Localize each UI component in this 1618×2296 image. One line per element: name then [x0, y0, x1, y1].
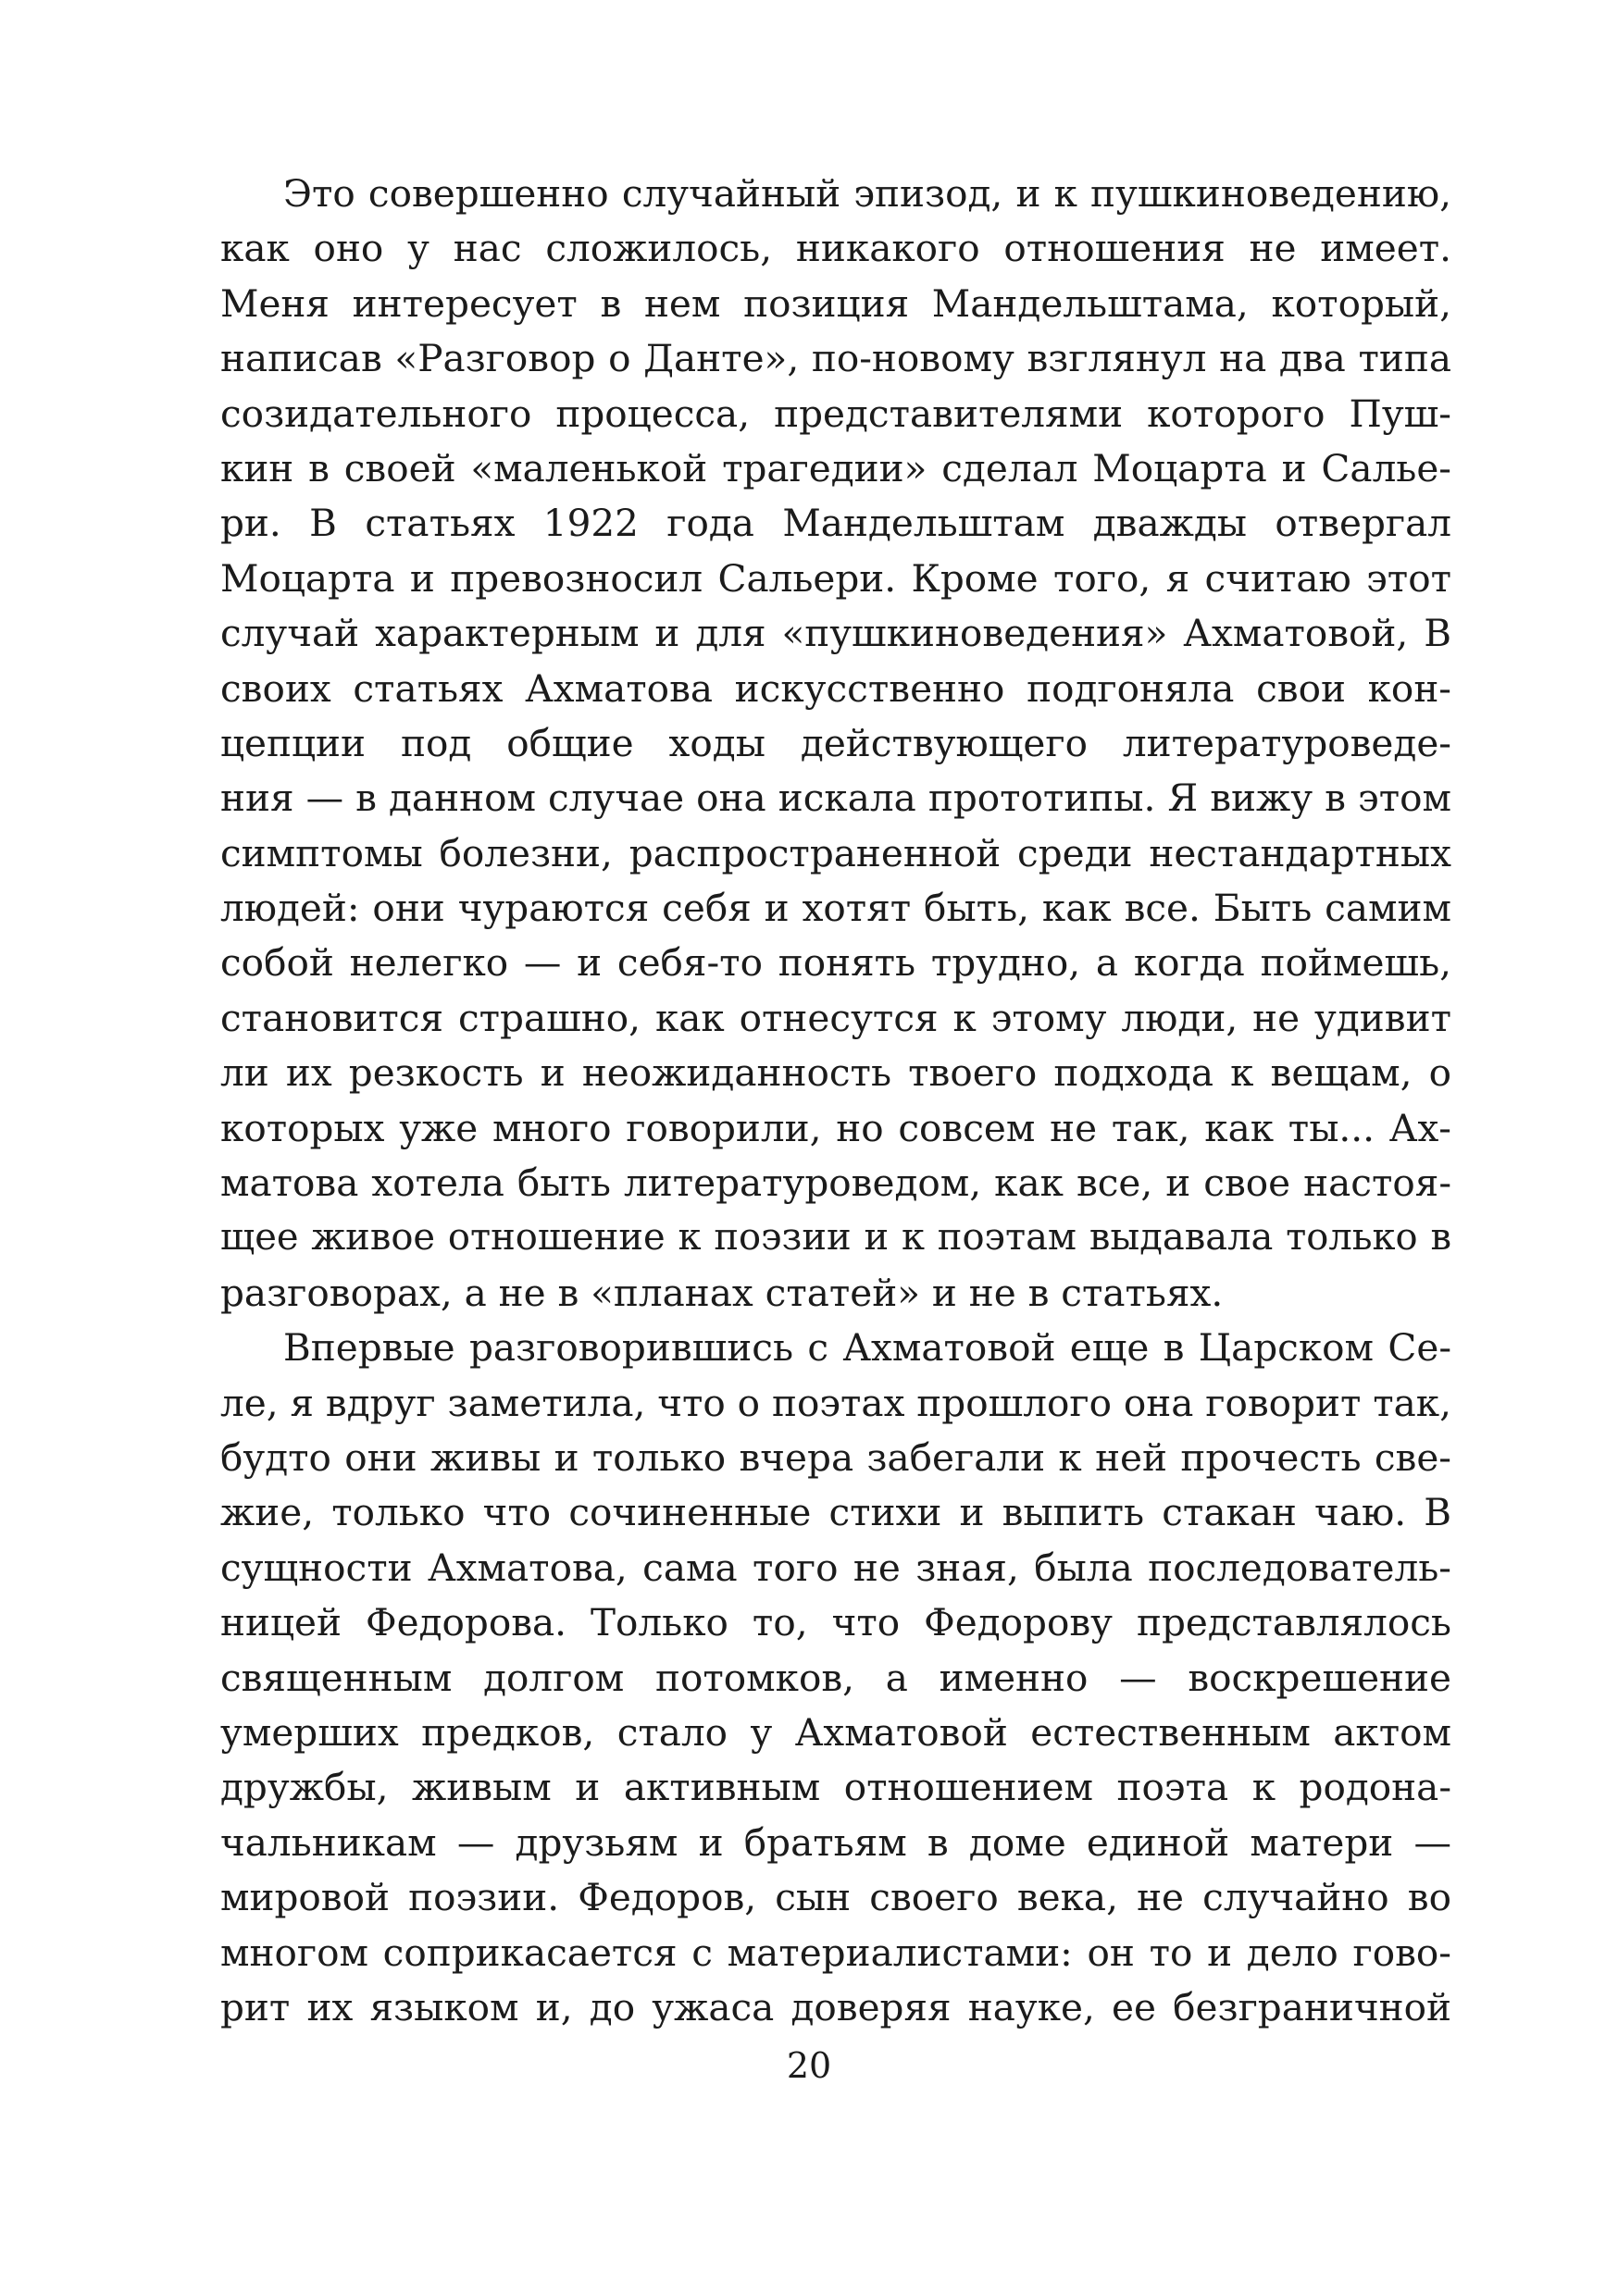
text-line: щее живое отношение к поэзии и к поэтам выдавала только в	[220, 1216, 1451, 1260]
text-line: случай характерным и для «пушкиноведения» Ахматовой, В	[220, 611, 1451, 656]
text-line: людей: они чураются себя и хотят быть, как все. Быть самим	[220, 886, 1451, 931]
text-line: собой нелегко — и себя-то понять трудно, а когда поймешь,	[220, 940, 1451, 986]
text-line: будто они живы и только вчера забегали к ней прочесть све-	[220, 1434, 1451, 1480]
text-line: кин в своей «маленькой трагедии» сделал Моцарта и Салье-	[220, 445, 1451, 490]
text-line: Моцарта и превозносил Сальери. Кроме того, я считаю этот	[220, 555, 1451, 601]
text-line: сущности Ахматова, сама того не зная, была последователь-	[220, 1545, 1451, 1590]
text-line: священным долгом потомков, а именно — воскрешение	[220, 1655, 1451, 1700]
body-text	[220, 167, 1451, 2035]
text-line: которых уже много говорили, но совсем не так, как ты... Ах-	[220, 1105, 1451, 1150]
text-line: написав «Разговор о Данте», по-новому взглянул на два типа	[220, 336, 1451, 381]
text-line: как оно у нас сложилось, никакого отношения не имеет.	[220, 226, 1451, 271]
text-line: умерших предков, стало у Ахматовой естественным актом	[220, 1709, 1451, 1755]
text-line: рит их языком и, до ужаса доверяя науке, ее безграничной	[220, 1984, 1451, 2029]
text-line: цепции под общие ходы действующего литературоведе-	[220, 720, 1451, 765]
text-line: ле, я вдруг заметила, что о поэтах прошлого она говорит так,	[220, 1380, 1451, 1425]
text-line: ли их резкость и неожиданность твоего подхода к вещам, о	[220, 1050, 1451, 1096]
paragraph	[220, 1321, 1451, 2035]
text-line: ния — в данном случае она искала прототипы. Я вижу в этом	[220, 776, 1451, 821]
text-line: чальникам — друзьям и братьям в доме единой матери —	[220, 1819, 1451, 1865]
text-line: многом соприкасается с материалистами: он то и дело гово-	[220, 1930, 1451, 1975]
text-line: становится страшно, как отнесутся к этому люди, не удивит	[220, 995, 1451, 1040]
text-line: Впервые разговорившись с Ахматовой еще в Царском Се-	[283, 1325, 1451, 1371]
text-line: разговорах, а не в «планах статей» и не в статьях.	[220, 1270, 1224, 1315]
text-line: ницей Федорова. Только то, что Федорову представлялось	[220, 1600, 1451, 1645]
text-line: ри. В статьях 1922 года Мандельштам дважды отвергал	[220, 501, 1451, 546]
text-line: матова хотела быть литературоведом, как все, и свое настоя-	[220, 1160, 1451, 1206]
text-line: мировой поэзии. Федоров, сын своего века, не случайно во	[220, 1875, 1451, 1920]
paragraph	[220, 167, 1451, 1321]
text-line: жие, только что сочиненные стихи и выпить стакан чаю. В	[220, 1490, 1451, 1535]
text-line: своих статьях Ахматова искусственно подгоняла свои кон-	[220, 665, 1451, 711]
text-line: Меня интересует в нем позиция Мандельштама, который,	[220, 280, 1451, 326]
text-line: Это совершенно случайный эпизод, и к пушкиноведению,	[283, 171, 1451, 216]
text-line: симптомы болезни, распространенной среди нестандартных	[220, 830, 1451, 875]
page-number: 20	[786, 2045, 832, 2086]
text-line: дружбы, живым и активным отношением поэта к родона-	[220, 1765, 1451, 1810]
text-line: созидательного процесса, представителями которого Пуш-	[220, 391, 1451, 436]
